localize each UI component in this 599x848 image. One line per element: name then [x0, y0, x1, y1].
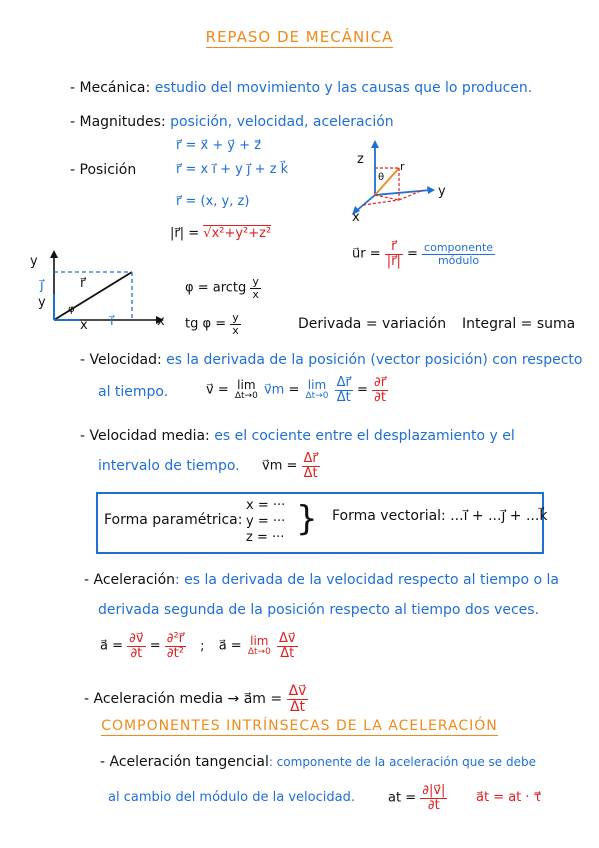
- velocidad-vm: v⃗m: [263, 382, 285, 398]
- velocidad-text1: es la derivada de la posición (vector posición) con respecto: [166, 352, 583, 368]
- aceleracion-label: - Aceleración: [84, 572, 176, 588]
- derivada-text: Derivada = variación: [298, 316, 447, 332]
- unit-vector-num: r⃗: [385, 240, 403, 255]
- axis3d-theta-label: θ: [378, 172, 385, 183]
- velocidad-media-label: - Velocidad media:: [80, 428, 210, 444]
- mecanica-line: [70, 80, 532, 96]
- phi-eq-lhs: φ = arctg: [185, 280, 247, 296]
- posicion-eq4: [170, 226, 271, 241]
- mecanica-label: - Mecánica:: [70, 80, 151, 96]
- tangencial-den: ∂t: [427, 797, 440, 813]
- axis2d-x-label: x: [157, 314, 165, 329]
- aceleracion-f2-num: ∂²r⃗: [166, 631, 185, 646]
- velocidad-media-lhs: v⃗m =: [262, 458, 298, 474]
- velocidad-eq3: =: [356, 382, 368, 398]
- velocidad-media-text1: es el cociente entre el desplazamiento y el: [214, 428, 515, 444]
- aceleracion-media-frac: [287, 684, 309, 714]
- velocidad-eq-lhs: v⃗ =: [206, 382, 229, 398]
- forma-vectorial-label: Forma vectorial:: [332, 508, 446, 524]
- velocidad-media-num: Δr⃗: [303, 451, 318, 466]
- componentes-title: COMPONENTES INTRÍNSECAS DE LA ACELERACIÓN: [101, 718, 498, 734]
- tangencial-at-vec: a⃗t = at · τ⃗: [476, 790, 542, 805]
- aceleracion-frac2: [165, 632, 186, 660]
- axis3d-y-label: y: [438, 184, 446, 199]
- axis2d-yv-label: y: [38, 295, 46, 310]
- param-z: z = ···: [246, 530, 285, 545]
- param-x: x = ···: [246, 498, 286, 513]
- posicion-eq2: [176, 162, 288, 177]
- velocidad-frac1: [335, 376, 353, 404]
- axes-2d-diagram: [40, 250, 170, 330]
- posicion-eq1: [176, 138, 261, 153]
- aceleracion-sep: ;: [200, 638, 205, 654]
- aceleracion-eq: =: [149, 638, 161, 654]
- aceleracion-eqs: [100, 632, 298, 660]
- velocidad-media-line2: [98, 458, 240, 474]
- axis2d-i-label: i⃗: [110, 314, 114, 329]
- velocidad-text2: al tiempo.: [98, 384, 169, 400]
- tangencial-text2: al cambio del módulo de la velocidad.: [108, 790, 355, 805]
- tg-eq-lhs: tg φ =: [185, 316, 227, 332]
- param-y: y = ···: [246, 514, 286, 529]
- tangencial-eq: [388, 784, 447, 812]
- forma-parametrica-eqs: [246, 498, 285, 546]
- aceleracion-media-line: [84, 684, 308, 714]
- velocidad-lim1-word: lim: [237, 378, 256, 393]
- velocidad-eq: [206, 376, 388, 404]
- velocidad-line2: [98, 384, 168, 400]
- posicion-eq3: [176, 194, 249, 209]
- mecanica-text: estudio del movimiento y las causas que lo producen.: [154, 80, 533, 96]
- velocidad-media-eq: [262, 452, 320, 480]
- aceleracion-lim-sub: Δt→0: [247, 646, 271, 657]
- forma-parametrica-label: Forma paramétrica:: [104, 512, 243, 528]
- posicion-eq1-text: r⃗ = x⃗ + y⃗ + z⃗: [176, 138, 262, 153]
- velocidad-media-den: Δt: [303, 465, 318, 481]
- phi-frac: [250, 276, 261, 300]
- aceleracion-f1-den: ∂t: [130, 645, 143, 661]
- posicion-label: - Posición: [70, 162, 137, 178]
- velocidad-lim2-word: lim: [307, 378, 327, 393]
- velocidad-lim2-sub: Δt→0: [305, 390, 329, 401]
- tg-den: x: [232, 323, 239, 337]
- posicion-eq2-text: r⃗ = x i⃗ + y j⃗ + z k⃗: [176, 162, 289, 177]
- aceleracion-text1: : es la derivada de la velocidad respecto al tiempo o la: [175, 572, 559, 588]
- velocidad-line1: [80, 352, 582, 368]
- axis2d-r-label: r⃗: [80, 276, 86, 291]
- velocidad-media-frac: [302, 452, 320, 480]
- unit-vector-num2: componente: [424, 241, 494, 255]
- unit-vector-lhs: u⃗r =: [352, 246, 381, 262]
- aceleracion-media-num: Δv⃗: [288, 683, 307, 699]
- aceleracion-line1: [84, 572, 559, 588]
- axis3d-z-label: z: [357, 152, 364, 167]
- aceleracion-f2-den: ∂t²: [166, 645, 184, 661]
- axis2d-xv-label: x: [80, 318, 88, 333]
- unit-vector-den: |r⃗|: [386, 253, 401, 269]
- velocidad-media-line1: [80, 428, 515, 444]
- velocidad-lim2: [304, 379, 331, 401]
- axis3d-x-label: x: [352, 210, 360, 225]
- posicion-eq4-lhs: |r⃗| =: [170, 226, 200, 241]
- velocidad-f2-den: ∂t: [374, 389, 386, 405]
- forma-vectorial-eq: ...i⃗ + ...j⃗ + ...k⃗: [450, 508, 548, 524]
- aceleracion-f3-den: Δt: [280, 645, 295, 661]
- unit-vector-eq: [352, 240, 495, 268]
- velocidad-f1-den: Δt: [336, 389, 351, 405]
- unit-vector-frac: [385, 240, 403, 268]
- unit-vector-den2: módulo: [437, 253, 480, 267]
- tangencial-label: - Aceleración tangencial: [100, 754, 269, 770]
- velocidad-f2-num: ∂r⃗: [374, 375, 387, 390]
- aceleracion-lim: [246, 635, 273, 657]
- aceleracion-media-lhs: a⃗m =: [243, 691, 283, 708]
- axis2d-j-label: j⃗: [40, 278, 44, 293]
- aceleracion-a1: a⃗ =: [100, 638, 123, 654]
- velocidad-lim1-sub: Δt→0: [234, 390, 258, 401]
- phi-num: y: [252, 275, 259, 288]
- aceleracion-f1-num: ∂v⃗: [129, 631, 144, 646]
- posicion-eq3-text: r⃗ = (x, y, z): [176, 194, 250, 209]
- velocidad-lim1: [233, 379, 260, 401]
- forma-vectorial-line: [332, 508, 547, 524]
- tangencial-line1: [100, 754, 536, 770]
- axis2d-y-label: y: [30, 254, 38, 269]
- unit-vector-eq-sign: =: [407, 246, 418, 262]
- aceleracion-lim-word: lim: [250, 634, 269, 649]
- tg-eq: [185, 312, 241, 336]
- magnitudes-line: [70, 114, 394, 130]
- aceleracion-text2: derivada segunda de la posición respecto al tiempo dos veces.: [98, 602, 540, 618]
- phi-den: x: [252, 287, 259, 301]
- axis2d-phi-label: φ: [68, 304, 75, 315]
- tg-frac: [230, 312, 241, 336]
- velocidad-media-text2: intervalo de tiempo.: [98, 458, 240, 474]
- aceleracion-media-label: - Aceleración media →: [84, 691, 240, 708]
- page-title: REPASO DE MECÁNICA: [205, 28, 394, 46]
- aceleracion-a2: a⃗ =: [218, 638, 242, 654]
- phi-eq: [185, 276, 261, 300]
- tangencial-num: ∂|v⃗|: [422, 783, 446, 798]
- posicion-eq4-rhs: √x²+y²+z²: [203, 226, 272, 241]
- unit-vector-frac2: [422, 242, 495, 266]
- tangencial-at: at =: [388, 790, 417, 806]
- magnitudes-text: posición, velocidad, aceleración: [170, 114, 394, 130]
- aceleracion-frac3: [277, 632, 298, 660]
- magnitudes-label: - Magnitudes:: [70, 114, 166, 130]
- velocidad-label: - Velocidad:: [80, 352, 162, 368]
- aceleracion-f3-num: Δv⃗: [278, 631, 296, 646]
- tangencial-text1: : componente de la aceleración que se debe: [268, 755, 536, 769]
- velocidad-f1-num: Δr⃗: [336, 375, 351, 390]
- axis3d-r-label: r: [400, 160, 405, 173]
- tangencial-frac: [420, 784, 447, 812]
- aceleracion-frac1: [127, 632, 145, 660]
- param-brace: }: [296, 499, 318, 539]
- aceleracion-media-den: Δt: [289, 698, 306, 715]
- integral-text: Integral = suma: [462, 316, 576, 332]
- tg-num: y: [232, 311, 239, 324]
- velocidad-eq2: =: [288, 382, 300, 398]
- velocidad-frac2: [372, 376, 388, 404]
